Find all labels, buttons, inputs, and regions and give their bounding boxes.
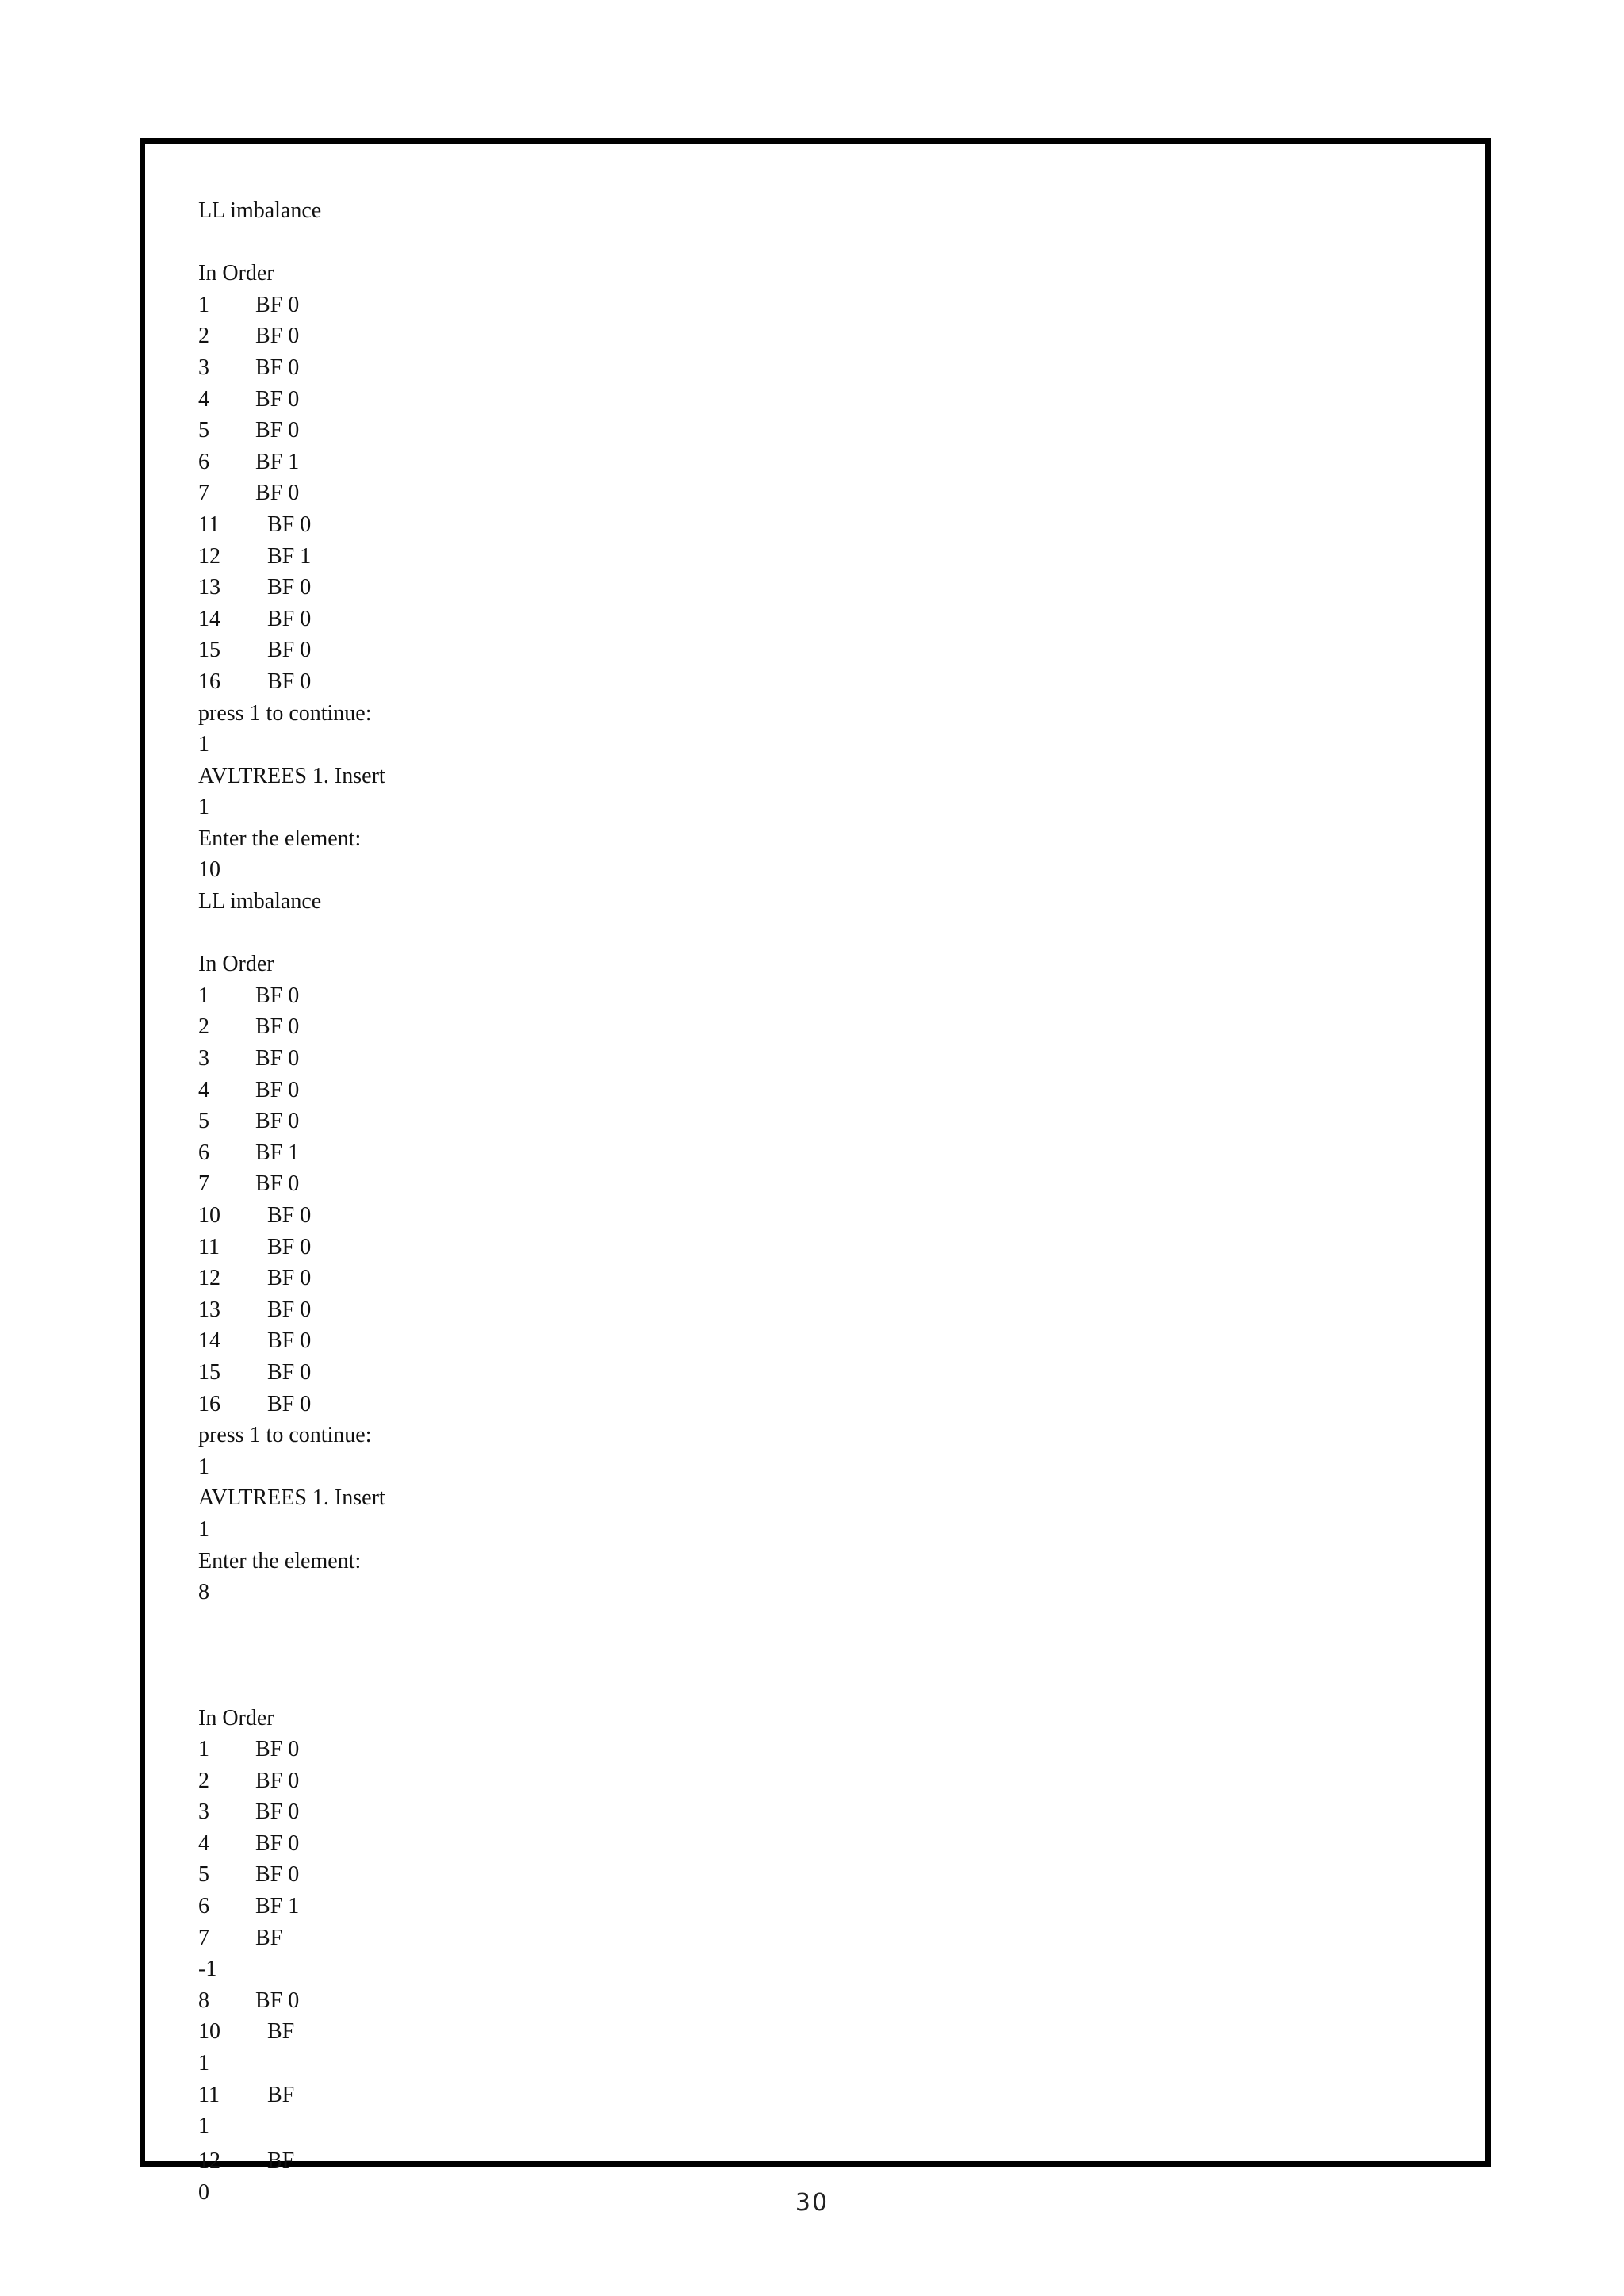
node-key: 2 [198,1014,209,1040]
balance-factor: BF 0 [255,1768,300,1793]
inorder-row [198,666,1388,698]
node-key: 2 [198,324,209,349]
inorder-row [198,1389,1388,1420]
console-line: LL imbalance [198,198,322,223]
console-line: In Order [198,261,274,286]
node-key: 14 [198,1328,220,1354]
inorder-row [198,289,1388,321]
balance-factor: BF 0 [255,1046,300,1071]
inorder-row [198,1075,1388,1106]
console-line: Enter the element: [198,826,362,851]
node-key: 12 [198,1266,220,1291]
inorder-row [198,572,1388,604]
inorder-row [198,1796,1388,1828]
inorder-row [198,2079,1388,2111]
node-key: 13 [198,575,220,600]
node-key: 4 [198,1830,209,1856]
console-line: 1 [198,795,209,820]
inorder-row [198,1137,1388,1169]
node-key: 1 [198,983,209,1008]
balance-factor: BF [267,2082,295,2107]
blank-line [198,1671,1388,1703]
node-key: 6 [198,1140,209,1165]
balance-factor: BF 1 [255,1140,300,1165]
node-key: 3 [198,1800,209,1825]
console-line: press 1 to continue: [198,700,372,726]
console-line: 1 [198,1454,209,1479]
inorder-row [198,415,1388,447]
balance-factor: BF [267,2148,295,2173]
inorder-row [198,1357,1388,1389]
node-key: 3 [198,355,209,380]
console-line: 1 [198,732,209,757]
console-line: 1 [198,2051,209,2076]
node-key: 15 [198,1359,220,1385]
node-key: 5 [198,1862,209,1888]
inorder-row [198,1168,1388,1200]
inorder-row [198,1011,1388,1043]
node-key: 11 [198,2082,220,2107]
node-key: 6 [198,449,209,474]
balance-factor: BF 0 [255,481,300,506]
console-line: In Order [198,952,274,977]
balance-factor: BF 0 [255,983,300,1008]
inorder-row [198,1106,1388,1137]
balance-factor: BF 0 [255,1077,300,1102]
balance-factor: BF 0 [267,1297,312,1322]
inorder-row [198,509,1388,541]
node-key: 5 [198,418,209,443]
node-key: 8 [198,1987,209,2013]
inorder-row [198,1765,1388,1797]
balance-factor: BF 0 [255,1109,300,1134]
balance-factor: BF 0 [267,1328,312,1354]
inorder-row [198,1232,1388,1263]
console-line: LL imbalance [198,889,322,914]
inorder-row [198,1828,1388,1860]
node-key: 7 [198,1925,209,1950]
node-key: 7 [198,481,209,506]
inorder-row [198,1294,1388,1326]
console-line: 10 [198,857,220,883]
node-key: 16 [198,1391,220,1416]
balance-factor: BF 0 [255,324,300,349]
inorder-row [198,320,1388,352]
inorder-row [198,1200,1388,1232]
balance-factor: BF 0 [255,292,300,317]
balance-factor: BF 0 [267,606,312,631]
inorder-row [198,1263,1388,1294]
balance-factor: BF 0 [267,638,312,663]
balance-factor: BF 0 [255,1830,300,1856]
console-line: AVLTREES 1. Insert [198,1485,385,1511]
inorder-row [198,1985,1388,2017]
node-key: 6 [198,1894,209,1919]
page-number: 30 [795,2189,829,2217]
balance-factor: BF 0 [267,669,312,694]
node-key: 1 [198,292,209,317]
balance-factor: BF 0 [267,512,312,537]
balance-factor: BF [267,2019,295,2045]
node-key: 13 [198,1297,220,1322]
console-line: 0 [198,2179,209,2205]
balance-factor: BF 1 [255,1894,300,1919]
inorder-row [198,1325,1388,1357]
inorder-row [198,1922,1388,1954]
node-key: 12 [198,543,220,569]
node-key: 3 [198,1046,209,1071]
console-line: 8 [198,1580,209,1605]
inorder-row [198,541,1388,573]
node-key: 7 [198,1171,209,1197]
blank-line [198,1608,1388,1640]
inorder-list [198,980,1388,1420]
console-output [198,195,1388,2142]
balance-factor: BF 1 [267,543,312,569]
balance-factor: BF 0 [255,1987,300,2013]
balance-factor: BF 0 [267,1359,312,1385]
balance-factor: BF 0 [255,386,300,412]
balance-factor: BF 0 [255,1800,300,1825]
inorder-row [198,352,1388,384]
console-line: Enter the element: [198,1548,362,1573]
node-key: 11 [198,1234,220,1259]
balance-factor: BF 0 [267,575,312,600]
balance-factor: BF 0 [267,1391,312,1416]
inorder-row [198,1891,1388,1922]
node-key: 10 [198,1203,220,1228]
balance-factor: BF 0 [255,1862,300,1888]
inorder-row [198,2145,294,2177]
balance-factor: BF 0 [255,1014,300,1040]
console-line: 1 [198,2114,209,2139]
node-key: 4 [198,386,209,412]
inorder-list [198,289,1388,698]
node-key: 5 [198,1109,209,1134]
console-line: AVLTREES 1. Insert [198,763,385,788]
balance-factor: BF 1 [255,449,300,474]
inorder-row [198,604,1388,635]
inorder-row [198,1859,1388,1891]
node-key: 10 [198,2019,220,2045]
inorder-row [198,447,1388,478]
node-key: 15 [198,638,220,663]
console-line: 1 [198,1516,209,1542]
node-key: 12 [198,2148,220,2173]
node-key: 14 [198,606,220,631]
inorder-row [198,1043,1388,1075]
inorder-row [198,384,1388,416]
node-key: 4 [198,1077,209,1102]
inorder-row [198,980,1388,1012]
node-key: 2 [198,1768,209,1793]
inorder-row [198,2016,1388,2048]
node-key: 11 [198,512,220,537]
balance-factor: BF 0 [267,1234,312,1259]
console-line: -1 [198,1957,217,1982]
console-line: In Order [198,1705,274,1731]
balance-factor: BF 0 [267,1266,312,1291]
balance-factor: BF 0 [267,1203,312,1228]
node-key: 16 [198,669,220,694]
inorder-row [198,1734,1388,1765]
inorder-list [198,1734,1388,1922]
balance-factor: BF 0 [255,1171,300,1197]
balance-factor: BF 0 [255,418,300,443]
node-key: 1 [198,1737,209,1762]
blank-line [198,1639,1388,1671]
inorder-row [198,477,1388,509]
balance-factor: BF [255,1925,283,1950]
blank-line [198,227,1388,259]
balance-factor: BF 0 [255,1737,300,1762]
balance-factor: BF 0 [255,355,300,380]
blank-line [198,918,1388,949]
inorder-row [198,634,1388,666]
console-line: press 1 to continue: [198,1423,372,1448]
